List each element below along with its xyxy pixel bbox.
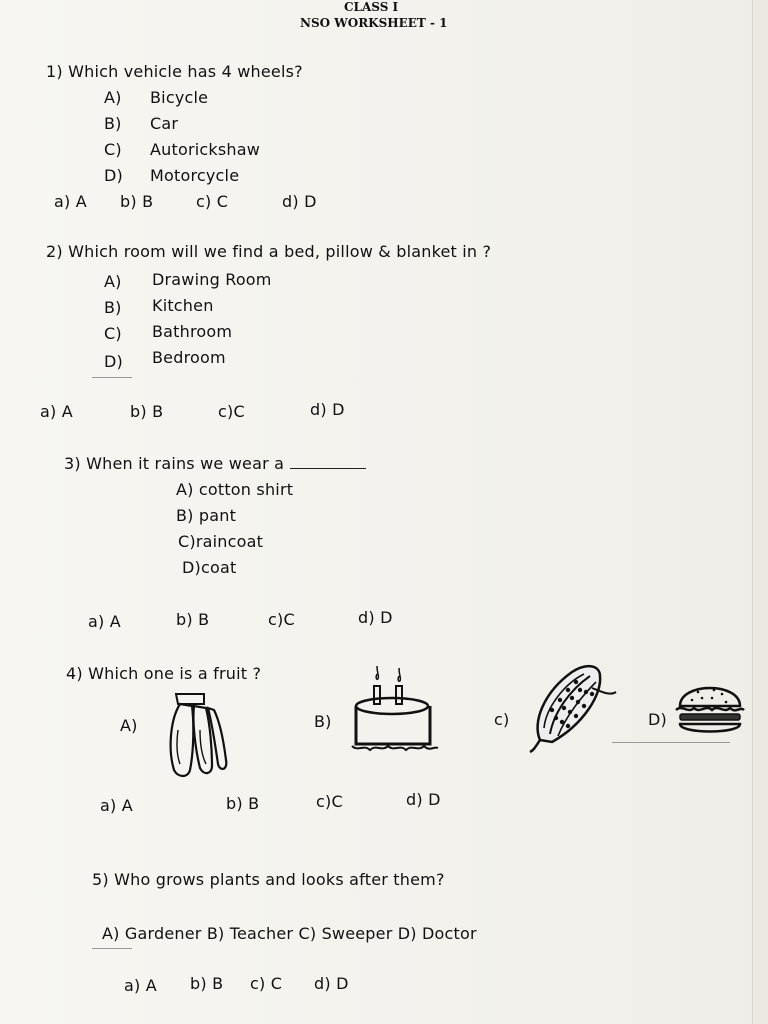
q2-answer-d: d) D [310, 400, 345, 419]
q2-option-a-letter: A) [104, 272, 122, 291]
question-2: 2) Which room will we find a bed, pillow & blanket in ? [46, 242, 492, 261]
q5-answer-b: b) B [190, 974, 224, 993]
q3-answer-d: d) D [358, 608, 393, 627]
q4-answer-d: d) D [406, 790, 441, 809]
q1-answer-d: d) D [282, 192, 317, 211]
q4-option-c-letter: c) [494, 710, 510, 729]
q3-answer-b: b) B [176, 610, 210, 629]
q2-option-d-text: Bedroom [152, 348, 226, 367]
q2-underline [92, 377, 132, 378]
q2-option-b-letter: B) [104, 298, 122, 317]
q4-answer-b: b) B [226, 794, 260, 813]
burger-icon [674, 676, 746, 740]
q2-option-a-text: Drawing Room [152, 270, 272, 289]
q2-answer-b: b) B [130, 402, 164, 421]
q4-option-b-letter: B) [314, 712, 332, 731]
q5-answer-d: d) D [314, 974, 349, 993]
cake-icon [350, 664, 440, 756]
q5-options: A) Gardener B) Teacher C) Sweeper D) Doctor [102, 924, 477, 943]
question-3 [64, 454, 366, 473]
q2-option-c-letter: C) [104, 324, 122, 343]
q2-answer-a: a) A [40, 402, 73, 421]
q5-underline [92, 948, 132, 949]
question-5: 5) Who grows plants and looks after them? [92, 870, 445, 889]
page-edge [752, 0, 768, 1024]
q3-answer-c: c)C [268, 610, 295, 629]
q2-option-b-text: Kitchen [152, 296, 214, 315]
q1-option-a-letter: A) [104, 88, 122, 107]
corn-icon [526, 662, 618, 756]
q4-answer-c: c)C [316, 792, 343, 811]
q1-option-d-letter: D) [104, 166, 123, 185]
q1-answer-a: a) A [54, 192, 87, 211]
answer-blank [290, 458, 366, 469]
bananas-icon [164, 690, 230, 780]
q4-option-d-letter: D) [648, 710, 667, 729]
q1-option-b-letter: B) [104, 114, 122, 133]
q4-option-a-letter: A) [120, 716, 138, 735]
class-heading: CLASS I [344, 0, 399, 14]
q1-option-b-text: Car [150, 114, 179, 133]
q5-answer-c: c) C [250, 974, 283, 993]
q2-option-d-letter: D) [104, 352, 123, 371]
q1-option-c-text: Autorickshaw [150, 140, 261, 159]
q3-option-c: C)raincoat [178, 532, 264, 551]
q1-option-c-letter: C) [104, 140, 122, 159]
q4-answer-a: a) A [100, 796, 133, 815]
question-3-text: 3) When it rains we wear a [64, 454, 285, 473]
q1-option-a-text: Bicycle [150, 88, 209, 107]
q1-answer-b: b) B [120, 192, 154, 211]
q3-answer-a: a) A [88, 612, 121, 631]
q3-option-b: B) pant [176, 506, 237, 525]
q2-option-c-text: Bathroom [152, 322, 233, 341]
q1-option-d-text: Motorcycle [150, 166, 240, 185]
q5-answer-a: a) A [124, 976, 157, 995]
q3-option-d: D)coat [182, 558, 237, 577]
question-4: 4) Which one is a fruit ? [66, 664, 262, 683]
q2-answer-c: c)C [218, 402, 245, 421]
q3-option-a: A) cotton shirt [176, 480, 294, 499]
q1-answer-c: c) C [196, 192, 229, 211]
worksheet-title: NSO WORKSHEET - 1 [300, 16, 448, 30]
q4-underline [612, 742, 730, 743]
question-1: 1) Which vehicle has 4 wheels? [46, 62, 303, 81]
